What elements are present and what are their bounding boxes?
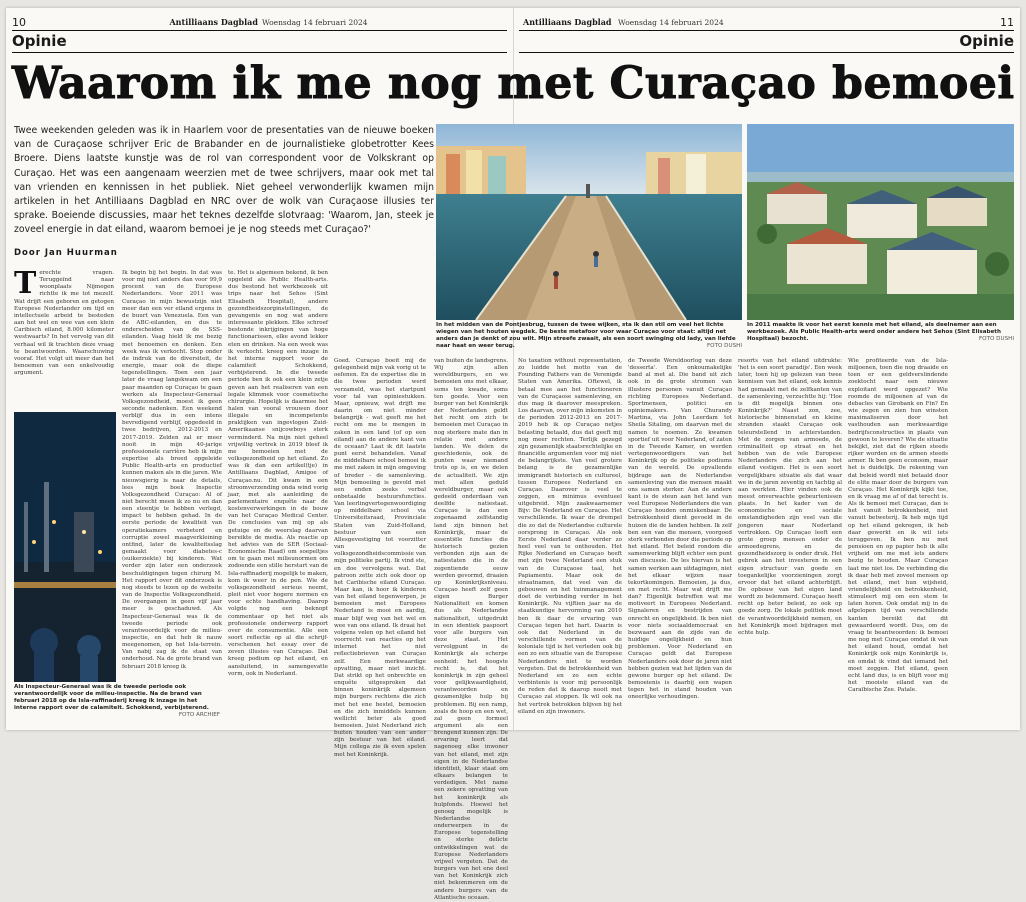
article-column-2 <box>122 270 222 710</box>
article-column-6 <box>518 358 622 715</box>
column-text: Ik begin bij het begin. In dat was voor mij niet anders dan voor 99,9 procent van de Europese Nederlanders. Voor 2011 was Curaçao in mijn bewustzijn niet meer dan een ver eiland ergens in de buurt van Venezuela. Een van de ABC-eilanden, en dus te onderscheiden van de SSS-eilanden. Vaag hield ik me bezig met benoemen en denken. Een week was ik verkocht. Stop onder de indruk van de diversiteit, de energie, maar ook de diepe tegenstellingen. Toen een jaar later de vraag langskwam om een paar maanden op Curaçao te gaan werken als Inspecteur-Generaal Volksgezondheid, moest ik geen seconde nadenken. Een weekend verblijf dus in een intens bevredigend verblijf, opgedeeld in twee bedrijven, 2012-2013 en 2017-2019. Zelden zal er meer nooit in mijn 40-jarige professionele carrière heb ik mijn expertise als breed opgeleide Public Health-arts en productief kunnen maken als in die jaren. Wie nieuwsgierig is naar de details, lees mijn boek Inspectie Volksgezondheid Curaçao: Al of niet berecht meen ik zo nu en dan een steentje te hebben verlegd, impact te hebben gehad. In de eerste periode de kwaliteit van operatiekamers verbeterd en corruptie zowel maagverkleining ontfind, later de kwaliteitsslag gemaakt voor diabetes-c (suikerziekte) bij kinderen. Wat verder zijn later een onderzoek beschuldigingen tegen chirurg M. Het rapport over dit onderzoek is nog steeds te lezen op de website van de Inspectie Volksgezondheid. De overgangen in geen vijf jaar meer is geschaduwd. Als Inspecteur-Generaal was ik de tweede periode ook verantwoordelijk voor de milieu-inspectie, en dat heb ik nauw meegenomen, op het Isla-terrein. Van nabij zag ik de staat van onderhoud. Na de grote brand van februari 2018 kreeg ik <box>122 270 222 670</box>
article-column-4 <box>334 358 426 758</box>
paper-name-left: Antilliaans Dagblad <box>169 17 258 27</box>
article-column-5 <box>434 358 508 901</box>
photo-caption-bridge <box>436 322 742 350</box>
photo-credit: FOTO DUSHI <box>978 336 1014 342</box>
newspaper-spread <box>6 8 1020 901</box>
caption-text: Als Inspecteur-Generaal was ik de tweede periode ook verantwoordelijk voor de milieu-inspectie. Na de brand van februari 2018 op de Isla-raffinaderij kreeg ik inzage in het interne rapport over de calamiteit. Schokkend, verbijsterend. <box>14 684 209 711</box>
photo-caption-aerial <box>747 322 1014 343</box>
page-number-left: 10 <box>12 15 26 29</box>
photo-credit: FOTO DUSHI <box>706 343 742 349</box>
photo-credit: FOTO ARCHIEF <box>178 712 220 718</box>
column-text: No taxation without representation, zo luidde het motto van de Founding Fathers van de Verenigde Staten van Amerika. Oftewel, ik betaal mee aan het functioneren van de Curaçaose samenleving, en dus mag ik daarover meespreken. Los daarvan, over mijn inkomsten in de perioden 2012-2013 en 2017-2019 heb ik op Curaçao netjes belasting betaald, dus dat geeft mij nog meer rechten. Terlijk gezegd zijn gezamenlijk staatsrechtelijke en financiële argumenten voor mij niet de belangrijkste. Van veel grotere belang is de gezamenlijke immigrandt historisch en cultureel, tussen Europees Nederland en Curaçao. Daarover is veel te zeggen, en minimus eventueel uitgebreid. Mijn zaakwaarnemer Bijv: De Nederland en Curaçao. Het verschillende. Ik waar de drempel die zo dat de Nederlandse culturele oorsprong in Curaçao. Als ook Eerste Nederland daar verder zo heel veel van te onthouden. Het Rijke Nederland en Curaçao heeft met zijn twee Nederland een stuk van de Curaçaose taal, het Papiamentu. Maar ook de straatnamen, dat veel van de gebouwen en het tuinmanagement doet de verbinding verder in het Koninkrijk. Nu vijftien jaar na de staatkundige hervorming van 2010 ben ik daar de ervaring van Curaçao tegen het hart. Daarin is ook dat Nederland in de verschillende vormen van de koloniale tijd is het verleden ook bij een zo een situatie van de Europese Nederlanders niet te worden vergeten. Dat de betrokkenheid van Nederland en zo een echte verbintenis is voor mij persoonlijk de reden dat ik daarop nooit met Curaçao zal stoppen. Ik wil ook na het vertrek betrokken blijven bij het eiland en zijn inwoners. <box>518 358 622 715</box>
drop-cap: T <box>14 266 37 301</box>
headline: Waarom ik me nog met Curaçao bemoei <box>12 58 1015 109</box>
photo-caption-refinery <box>14 684 220 719</box>
column-text: de Tweede Wereldoorlog van deze 'desserta'. Een onkoumakelijke band al met al. Die band uit zich ook in de grote stromen van illustere personen vanuit Curaçao richting Europees Nederland. Sportmensen, politici en opiniemakers. Van Churandy Martina, via John Leerdam tot Sheila Sitaling, om daarvan met de namen te noemen. Ze kwamen sportief uit voor Nederland, of zaten in de Tweede Kamer, en werden vertegenwoordigers van het Koninkrijk op de politieke podiums van de wereld. De opvallende bijdrage aan de Nederlandse samenleving van die mensen maakt ons samen sterker. Aan de andere kant is de steun aan het land van veel Europese Nederlanders die van Curaçao houden onmiskenbaar. De betrokkenheid dient gevoeld in de huizen die de landen hebben. Ik zelf ben een van die mensen, voorgoed sterk verbonden door die periode op het eiland. Het beleid rondom die samenwerking blijft echter een punt van discussie. De les hiervan is het samen werken aan uitdagingen, niet het elkaar wijzen naar tekortkomingen. Bemoeien, ja dus, en met recht. Maar wat drijft me dan? Eigenlijk betreffen wat me motiveert in Europees Nederland. Signaleren en bestrijden van onrecht en ongelijkheid. Ik ben niet voor niets sociaaldemocraat en bezwaard aan de zijde van de huidige ongelijkheid en hun problemen. Voor Nederland en Curaçao geldt dat Europese Nederlanders ook door de jaren niet hebben gezien wat het lijden van de gewone burger op het eiland. De bemoeienis is daarbij een wapen tegen het in stand houden van oneerlijke verhoudingen. <box>628 358 732 701</box>
masthead-right <box>519 14 1014 30</box>
article-column-9 <box>848 358 948 710</box>
date-left: Woensdag 14 februari 2024 <box>261 17 368 27</box>
page-number-right: 11 <box>1000 15 1014 29</box>
paper-name-right: Antilliaans Dagblad <box>523 17 612 27</box>
column-text: te. Het is algemeen bekend, ik ben opgeleid als Public Health-arts. dus bestond het werkbezoek uit trips naar het Sehos (Sint Elisabeth Hospital), andere gezondheidszorginstellingen, de gevangenis en nog wat andere interessante plekken. Elke schroef bestonde inkrijgingen van hoge functionarissen, elke avond lekker eten en drinken. Na een week was ik verkocht. kreeg een inzage in het interne rapport voor de calamiteit Schokkend, verbijsterend. In die tweede periode ben ik ook een klein zetje geven aan het realiseren van een legale klimmek voor cosmetische chirurgie. Hopelijk is daarmee het halen van vooral vrouwen door illegale en incompetente praktijken van ingevlogen Zuid-Amerikaanse snijcowboys sterk verminderd. Na mijn niet geheel vrijwillig vertrek in 2019 bleef ik me bemoeien met de volksgezondheid op het eiland. Zo was ik dan een artikel(tje) in Antilliaans Dagblad, Amigoe of Curaçao.nu. Dit kwam in een stroomverzending onda wind vorig jaar, met als aanleiding de parlementaire enquête naar de kostenverwerkingen in de bouw van het Curaçao Medical Center. De conclusies van mij op als getuige en de weerslag daarvan bereikte de media. Als reactie op het advies van de SER (Sociaal-Economische Raad) om soepeltjes om te gaan met milieunormen om zodoende een stille herstart van de Isla-raffinaderij mogelijk te maken, kom ik weer in de pen. Wie de volksgezondheid serieus neemt, pleit niet voor hogere normen en voor echte handhaving. Daarop volgde nog een beknopt commentaar op het niet als professionele onderwerp rapport over de consumentie. Alle een soort reflectie op al die schrijf-verschenen het essay over de zeven illusies van Curaçao. Dat kreeg podium op het eiland, en aansluitend, in samengevatte vorm, ook in Nederland. <box>228 270 328 677</box>
page-fold <box>513 8 514 730</box>
column-text: resorts van het eiland uitdrukte: 'het is een soort paradijs'. Een week later, toen hij op gelezen van twee kennisen van het eiland, ook kennis had gemaakt met de zelfkanten van de samenleving, verzuchtte hij: 'Hoe is dit mogelijk binnen ons Koninkrijk?' Naast zon, zee, historische binnenstad en kleine stranden staakt Curaçao ook teleurstellend in achterstanden. Met de zorgen van armoede, de criminaliteit op straat en het hebben van de vele Europese Nederlanders die zich aan het eiland vestigen. Het is een soort vergelijkbare situatie als dat waar we in de jaren zeventig en tachtig al aan werkten. Hier vinden ook de meest onverwachte gebeurtenissen plaats. In het kader van de economische en sociale omstandigheden zijn veel van die jongeren naar Nederland vertrokken. Op Curaçao leeft een grote groep mensen onder de armoedegrens, en de gezondheidszorg is onder druk. Het gebrek aan het investeren in een eigen structuur van goede en toegankelijke voorzieningen zorgt ervoor dat het eiland achterblijft. De opbouw van het eigen land wordt zo belemmerd. Curaçao heeft recht op beter beleid, zo ook op goede zorg. De lokale politiek moet de verantwoordelijkheid nemen, en het Koninkrijk moet bijdragen met echte hulp. <box>738 358 842 636</box>
column-text: van buiten de landsgrens. Wij zijn allen wereldburgers, en we bemoeien ons met elkaar, soms ten kwade, soms ten goede. Voor een burger van het Koninkrijk der Nederlanden geldt het recht om zich te bemoeien met Curaçao in nog sterkere mate dan in relatie met andere landen. We delen de geschiedenis, ook de punten waar niemand trots op is, en we delen de actualiteit. We zijn met allen geduld wereldburger, maar ook gedeeld onderdaan van deelfde natiestaat. Curaçao is dan een zogenaamd zelfstandig land zijn binnen het Koninkrijk, maar de essentiële functies die historisch gezien verbonden zijn aan de natiestaten die in de zegentiende eeuw werden gevormd, draaien op Koninkrijksniveau. Curaçao heeft zelf geen eigen Burger Nationaliteit en komen dus als Nederlandse nationaliteit, uitgedrukt in een identiek paspoort voor alle burgers van deze staat. Het vervolgpunt in de Koninkrijk als scherpe eenheid: het hoogste recht is, dat het koninkrijk in zijn geheel voor gelijkwaardigheid, verantwoorden en gezamenlijke hulp bij problemen. Bij een ramp, zoals de hoop en een wet, zal geen formeel argument als een brengend kunnen zijn. De ervaring leert dat nagenoeg elke inwoner van het eiland, met zijn eigen in de Nederlandse identiteit, klaar staat om elkaars belangen te verdedigen. Met name een zekere opvatting van het koninkrijk als hulpfonds. Hoewel het genoeg mogelijk is Nederlandse onderwerpen in de Europese tegenstelling en sterke delicte ontwikkelingen wat de Europese Nederlanders vrijwel vergeten. Dat de burgers van het ene deel van het Koninkrijk zich niet bekommeren om de andere burgers van de Atlantische oceaan. <box>434 358 508 901</box>
section-label-right: Opinie <box>519 30 1014 53</box>
article-column-1 <box>14 266 114 408</box>
article-column-3 <box>228 270 328 710</box>
date-right: Woensdag 14 februari 2024 <box>618 18 724 27</box>
column-text: Wie profiteerde van de Isla-miljoenen, toen die nog draaide en toen er een geldverslindende zoektocht naar een nieuwe exploitant werd opgezet? Wie roomde de miljoenen af van de debacles van Girobank en Fin? En wie zegen en zien hun winsten maximaliseren door het vasthouden aan merkwaardige bedrijfsconstructies in plaats van gewoon te leveren? Wie de situatie bekijkt, ziet dat de rijken steeds rijker worden en de armen steeds armer. Ik ben geen econoom, maar het is duidelijk. De rekening van dat beleid wordt niet betaald door de elite maar door de burgers van Curaçao. Het Koninkrijk kijkt toe, en ik vraag me af of dat terecht is. Als ik bemoei met Curaçao, dan is het vanuit betrokkenheid, niet vanuit betweterij. Ik heb mijn tijd op het eiland gekregen, ik heb daar gewerkt en ik wil iets teruggeven. Ik ben nu met pensioen en op papier heb ik alle vrijheid om me met iets anders bezig te houden. Maar Curaçao laat me niet los. De verbinding die ik daar heb met zoveel mensen op het eiland, met hun wijsheid, vriendelijkheid en betrokkenheid, stimuleert mij om een stem te laten horen. Ook omdat mij in de afgelopen tijd van verschillende kanten bereikt dat dit gewaardeerd wordt. Dus, om de vraag te beantwoorden: ik bemoei me nog met Curaçao omdat ik van het eiland houd, omdat het Koninkrijk ook mijn Koninkrijk is, en omdat ik vind dat iemand het moet zeggen. Het eiland, geen echt land dus, is en blijft voor mij het mooiste eiland van de Caraïbische Zee. Patale. <box>848 358 948 694</box>
intro-paragraph: Twee weekenden geleden was ik in Haarlem voor de presentaties van de nieuwe boeken van de Curaçaose schrijver Eric de Brabander en de journalistieke globetrotter Kees Broere. Diens laatste kunstje was de rol van correspondent voor de Volkskrant op Curaçao. Het was een aangenaam weerzien met de twee schrijvers, maar ook met tal van vrienden en kennissen in het publiek. Niet geheel verwonderlijk kwamen mijn artikelen in het Antilliaans Dagblad en NRC over de wolk van Curaçaose illusies ter sprake. Boeiende discussies, maar het teknes dezelfde slotvraag: 'Waarom, Jan, steek je zoveel energie in dat eiland, waarom bemoei je je nog steeds met Curaçao?' <box>14 125 434 236</box>
masthead-left <box>12 14 507 30</box>
photo-refinery-night <box>14 412 116 682</box>
caption-text: In 2011 maakte ik voor het eerst kennis met het eiland, als deelnemer aan een werkbezoek. Als Public Health-arts werd onder andere het Sehos (Sint Elisabeth Hospitaal) bezocht. <box>747 322 1001 342</box>
column-text: erechte vragen. Teruggeïnd naar woonplaats Nijmegen richtte ik me tot mezelf. Wat drijft een geboren en getogen Europese Nederlander om tijd en intellectuele arbeid te besteden aan het wel en wee van een klein Caribisch eiland, 8.000 kilometer westwaarts? In het vervolg van dit verhaal wil ik trachten deze vraag te beantwoorden. Waarschuwing vooraf. Het volgt uit meer dan het benoemen van een enkelvoudig argument. <box>14 270 114 377</box>
article-column-7 <box>628 358 732 710</box>
photo-pontoon-bridge <box>436 124 742 320</box>
caption-text: In het midden van de Pontjesbrug, tussen de twee wijken, sta ik dan stil om veel het lichte wiegen van het houten wegdek. De beste metafoor voor waar Curaçao voor staat: altijd net anders dan je denkt of zou wilt. Mijn streefe zwaait, als een soort swinging old lady, van liefde naar haat en weer terug. <box>436 322 736 349</box>
article-column-8 <box>738 358 842 710</box>
column-text: Goed. Curaçao boeit mij de gelegenheid mijn vak vorig ut te oefenen. En de expertise die in die twee perioden werd verzameld, was het startpunt voor tal van opiniestukken. Maar, opnieuw, wat drijft me daarin om niet minder belangrijk - wat geeft me het recht om me te mengen in zaken in een land (of op een eiland) aan de andere kant van de oceaan? Laat ik dit laatste punt eerst behandelen. Vanaf de middelbare school bemoei ik me met zaken in mijn omgeving of breder - de samenleving. Mijn bemoeiing is gevold met een enden zeeks verbal onbetaalde bestuursfuncties. Van leerlingvertegenwoordiging op middelbare school via Universiteitsraad, Provinciale Staten van Zuid-Holland, bestuur van een Allesgevestiging tot voorzitter van de volksgezondheidscommissie van mijn politieke partij. Ik vind ste, en doe vervolgens wat. Dat patroon zette zich ook door op het Caribische eiland Curaçao. Maar kan, ik hoor ik kinderen van het eiland tegenwerpen, je bemoeien met Europees Nederland is mooi en aardig, maar blijf weg van het wel en wee van ons eiland. Ik draai het volgens velen op het eiland het voorrecht van reacties op het internet het niet reflectiebrieven van Curaçao zelf. Een merkwaardige opvatting, maar niet inzicht. Dat strikt op het onbrechte en enquête uitgesproken dat binnen koninkrijk algemeen mijn burgers rechtens die zich met het ene bestel, bemoeien en die zich inmiddels kunnen wellicht beter als goed bemoeien. Juist Nederland zich buiten houden van een ander zijn bestuur van het eiland. Mijn collega zie ik even spelen met het Koninkrijk. <box>334 358 426 758</box>
section-label-left: Opinie <box>12 30 507 53</box>
photo-aerial-island <box>747 124 1014 320</box>
byline: Door Jan Huurman <box>14 248 118 258</box>
